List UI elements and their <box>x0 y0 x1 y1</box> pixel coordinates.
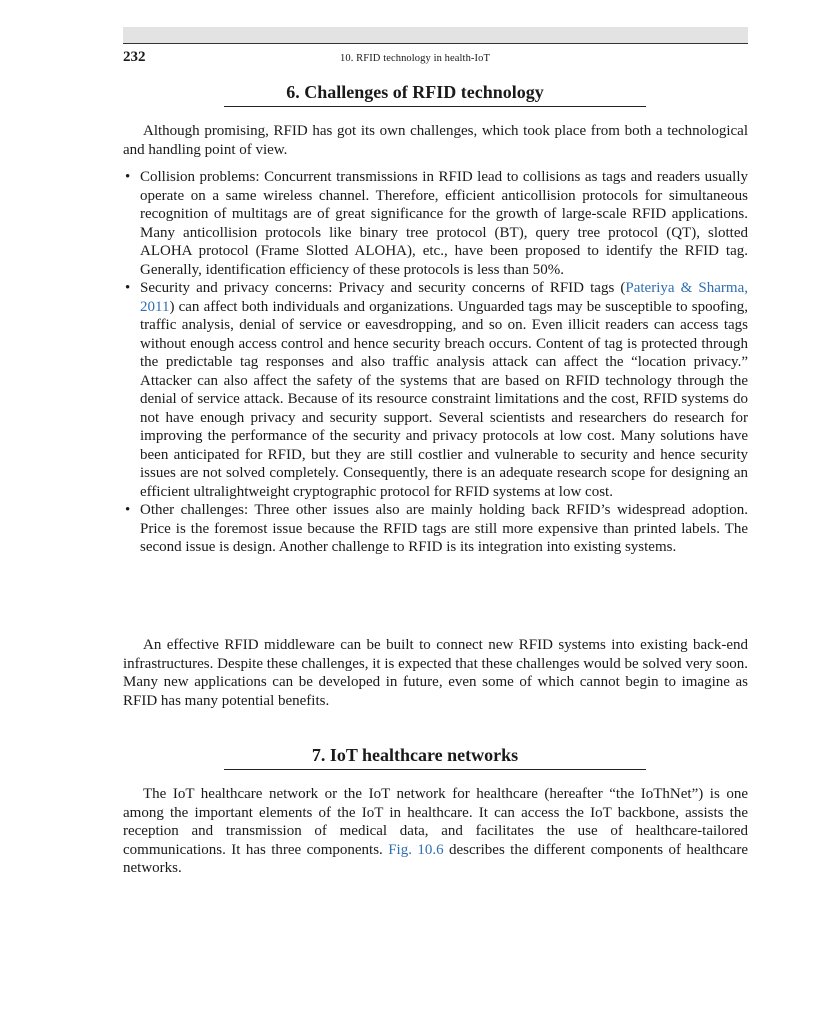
header-band <box>123 27 748 43</box>
section-6-title: 6. Challenges of RFID technology <box>286 82 544 102</box>
bullet-icon: • <box>125 502 131 518</box>
section-7-title: 7. IoT healthcare networks <box>311 745 519 765</box>
other-text: Other challenges: Three other issues also are mainly holding back RFID’s widespread adoption. Price is the foremost issue because the RFID tags are still more expensive than printed labels. The second issue is design. Another challenge to RFID is its integration into existing systems. <box>140 502 748 555</box>
collision-text: Collision problems: Concurrent transmissions in RFID lead to collisions as tags and readers usually operate on a same wireless channel. Therefore, efficient anticollision protocols for simultaneous recognition of multitags are of great significance for the growth of large-scale RFID applications. Many anticollision protocols like binary tree protocol (BT), query tree protocol (QT), slotted ALOHA protocol (Frame Slotted ALOHA), etc., have been proposed to identify the RFID tag. Generally, identification efficiency of these protocols is less than 50%. <box>140 169 748 278</box>
header-rule <box>123 43 748 44</box>
security-text-after: ) can affect both individuals and organizations. Unguarded tags may be susceptible to spoofing, traffic analysis, denial of service or eavesdropping, and so on. Even illicit readers can access tags without enough access control and hence security breach occurs. Content of tag is protected through the predictable tag responses and also traffic analysis attack can affect the “location privacy.” Attacker can also affect the safety of the systems that are based on RFID technology through the denial of service attack. Because of its resource constraint limitations and the cost, RFID systems do not have enough privacy and security support. Several scientists and researchers do research for improving the performance of the security and privacy protocols at low cost. Many solutions have been anticipated for RFID, but they are still costlier and vulnerable to security and hence security issues are not solved completely. Consequently, there is an adequate research scope for designing an efficient ultralightweight cryptographic protocol for RFID systems at low cost. <box>140 298 748 500</box>
running-head: 10. RFID technology in health-IoT <box>340 53 490 64</box>
challenges-list <box>123 168 748 557</box>
page-number: 232 <box>123 49 146 65</box>
bullet-icon: • <box>125 280 131 296</box>
figure-link[interactable]: Fig. 10.6 <box>388 841 444 858</box>
section-6-intro <box>123 122 748 159</box>
section-7-body <box>123 785 748 878</box>
iothnet-paragraph <box>123 785 748 878</box>
section-6-rule <box>224 106 646 107</box>
list-item-collision <box>123 168 748 279</box>
intro-paragraph: Although promising, RFID has got its own challenges, which took place from both a technological and handling point of view. <box>123 123 748 158</box>
section-6-closing <box>123 636 748 710</box>
iothnet-text-after: describes the different components of healthcare networks. <box>123 841 748 876</box>
iothnet-text-before: The IoT healthcare network or the IoT network for healthcare (hereafter “the IoThNet”) is one among the important elements of the IoT in healthcare. It can access the IoT backbone, assists the reception and transmission of medical data, and facilitates the use of healthcare-tailored communications. It has three components. <box>123 786 748 858</box>
citation-link[interactable]: Pateriya & Sharma, 2011 <box>140 280 748 315</box>
list-item-other <box>123 501 748 557</box>
closing-paragraph: An effective RFID middleware can be built to connect new RFID systems into existing back-end infrastructures. Despite these challenges, it is expected that these challenges would be solved very soon. Many new applications can be developed in future, even some of which cannot begin to imagine as RFID has many potential benefits. <box>123 637 748 709</box>
list-item-security <box>123 279 748 501</box>
bullet-icon: • <box>125 169 131 185</box>
security-text-before: Security and privacy concerns: Privacy and security concerns of RFID tags ( <box>140 280 626 296</box>
section-7-rule <box>224 769 646 770</box>
